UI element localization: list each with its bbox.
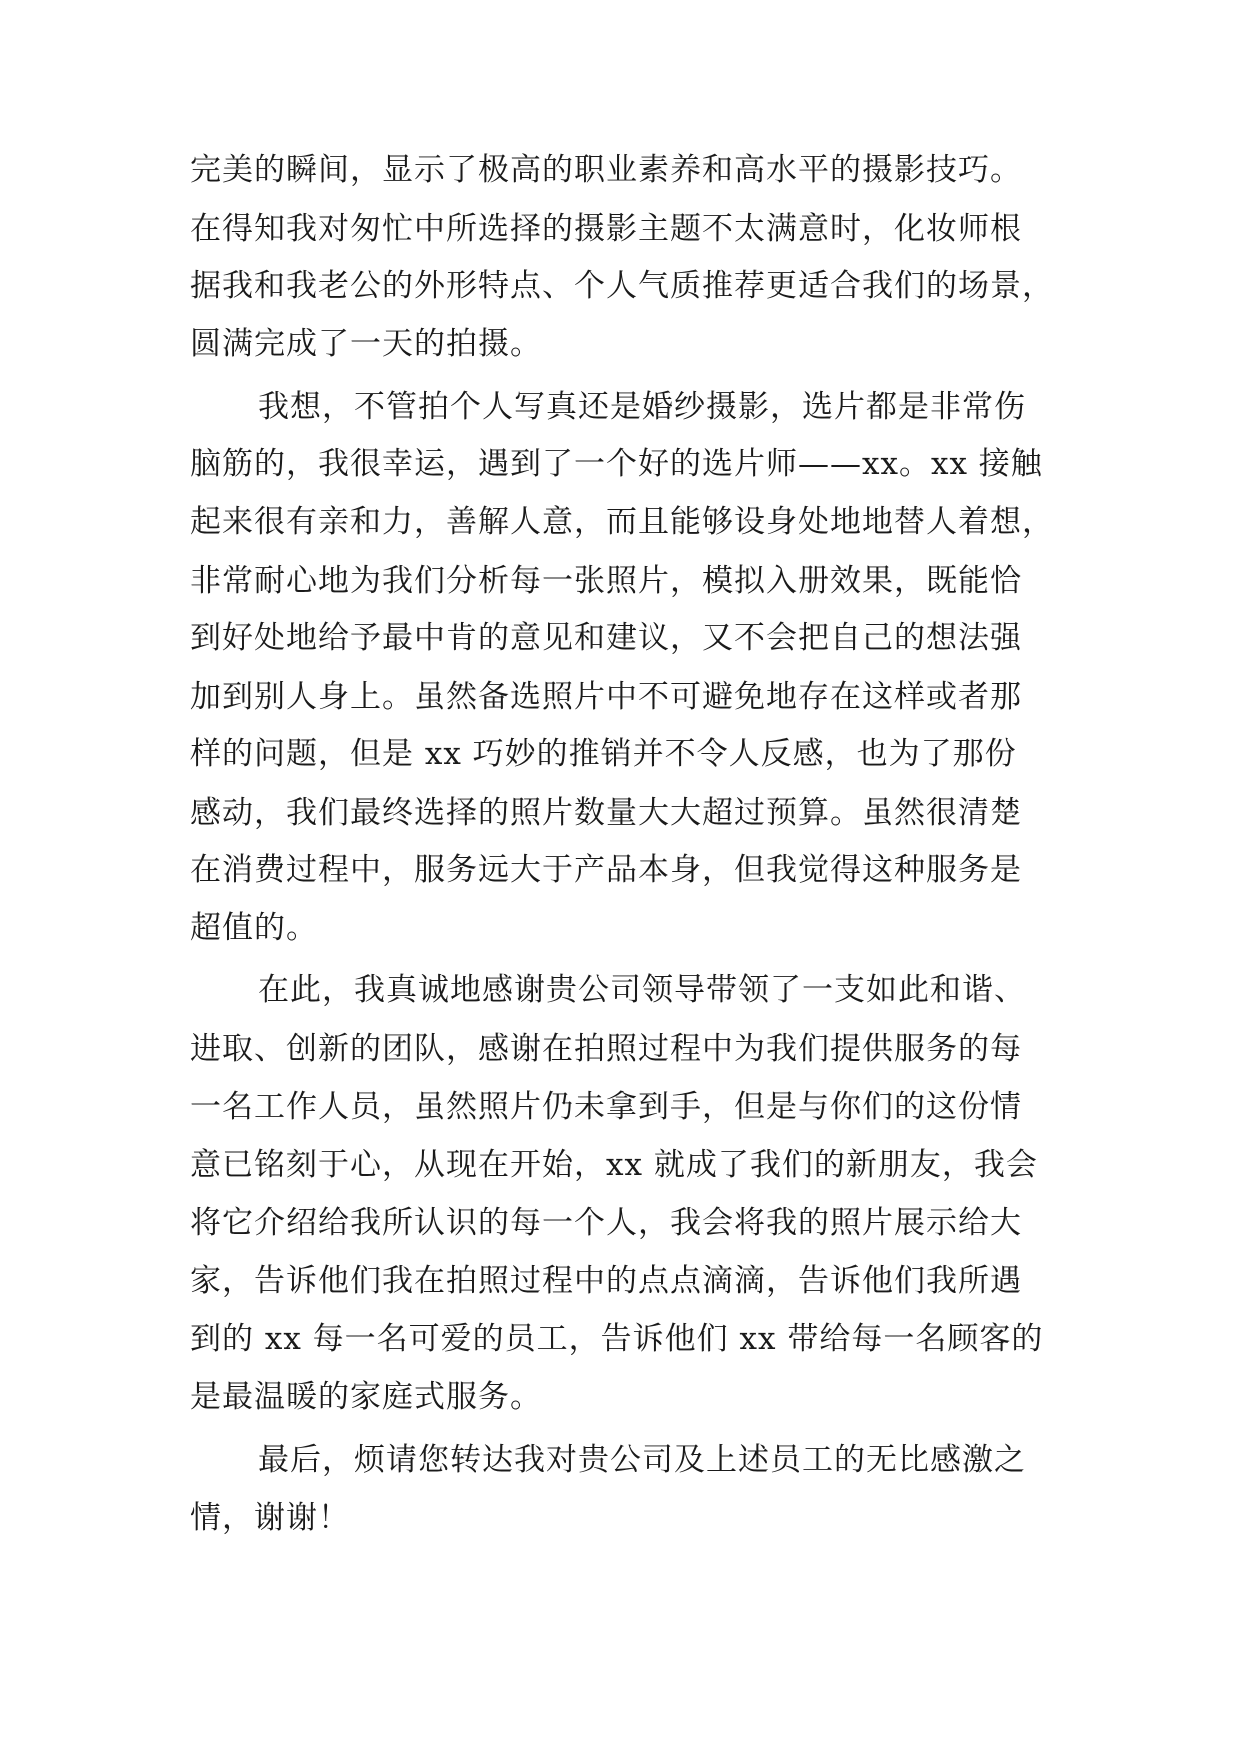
paragraph-line: 样的问题，但是 xx 巧妙的推销并不令人反感，也为了那份: [190, 736, 1017, 772]
paragraph-line: 是最温暖的家庭式服务。: [190, 1379, 542, 1415]
paragraph-line: 起来很有亲和力，善解人意，而且能够设身处地地替人着想，: [190, 504, 1054, 540]
paragraph-line: 我想，不管拍个人写真还是婚纱摄影，选片都是非常伤: [258, 389, 1026, 425]
paragraph-line: 家，告诉他们我在拍照过程中的点点滴滴，告诉他们我所遇: [190, 1263, 1022, 1299]
paragraph-line: 完美的瞬间，显示了极高的职业素养和高水平的摄影技巧。: [190, 152, 1022, 188]
paragraph-line: 超值的。: [190, 910, 318, 946]
paragraph-line: 在得知我对匆忙中所选择的摄影主题不太满意时，化妆师根: [190, 211, 1022, 247]
paragraph-line: 加到别人身上。虽然备选照片中不可避免地存在这样或者那: [190, 679, 1022, 715]
paragraph-line: 将它介绍给我所认识的每一个人，我会将我的照片展示给大: [190, 1205, 1022, 1241]
paragraph-line: 到好处地给予最中肯的意见和建议，又不会把自己的想法强: [190, 620, 1022, 656]
paragraph-line: 情，谢谢！: [190, 1500, 350, 1536]
paragraph-line: 据我和我老公的外形特点、个人气质推荐更适合我们的场景，: [190, 268, 1054, 304]
paragraph-line: 到的 xx 每一名可爱的员工，告诉他们 xx 带给每一名顾客的: [190, 1321, 1044, 1357]
paragraph-line: 在此，我真诚地感谢贵公司领导带领了一支如此和谐、: [258, 972, 1026, 1008]
paragraph-line: 意已铭刻于心，从现在开始，xx 就成了我们的新朋友，我会: [190, 1147, 1038, 1183]
paragraph-line: 圆满完成了一天的拍摄。: [190, 326, 542, 362]
paragraph-line: 非常耐心地为我们分析每一张照片，模拟入册效果，既能恰: [190, 563, 1022, 599]
paragraph-line: 最后，烦请您转达我对贵公司及上述员工的无比感激之: [258, 1442, 1026, 1478]
paragraph-line: 脑筋的，我很幸运，遇到了一个好的选片师——xx。xx 接触: [190, 446, 1043, 482]
paragraph-line: 一名工作人员，虽然照片仍未拿到手，但是与你们的这份情: [190, 1089, 1022, 1125]
paragraph-line: 感动，我们最终选择的照片数量大大超过预算。虽然很清楚: [190, 795, 1022, 831]
paragraph-line: 在消费过程中，服务远大于产品本身，但我觉得这种服务是: [190, 852, 1022, 888]
paragraph-line: 进取、创新的团队，感谢在拍照过程中为我们提供服务的每: [190, 1031, 1022, 1067]
